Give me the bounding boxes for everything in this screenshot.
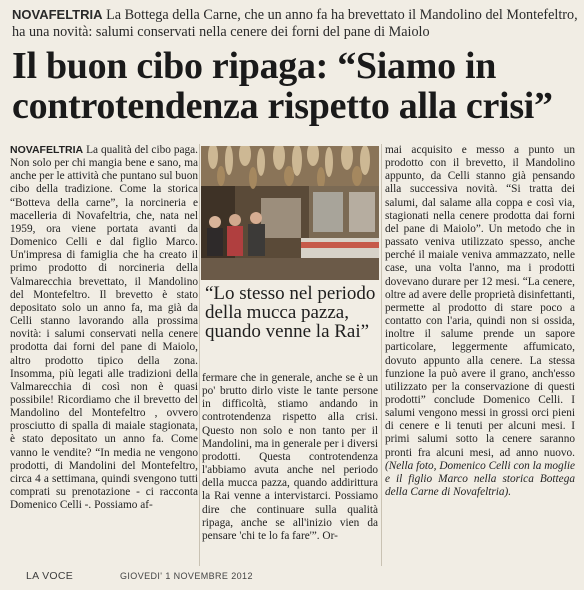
article-headline xyxy=(12,46,578,126)
column-1-location: NOVAFELTRIA xyxy=(10,144,84,156)
headline-line-1: Il buon cibo ripaga: “Siamo in xyxy=(12,45,497,87)
article-column-1 xyxy=(10,144,198,512)
article-column-3 xyxy=(385,144,575,499)
newspaper-name: LA VOCE xyxy=(26,570,74,582)
pull-quote: “Lo stesso nel periodo della mucca pazza, quando venne la Rai” xyxy=(205,283,376,342)
column-3-text: mai acquisito e messo a punto un prodotto con il brevetto, il Mandolino appunto, da Celli stanno già pensando alla successiva novità. “Si tratta dei salumi, dal salame alla coppa e così via, stagionati nella cenere prodotta dai forni del pane di Maiolo”. Un metodo che in passato veniva utilizzato spesso, anche perché il maiale veniva ammazzato, nelle case, una volta l'anno, ma i prodotti dovevano durare per 12 mesi. “La cenere, oltre ad avere delle proprietà disinfettanti, permette al prodotto di stare poco a contatto con l'aria, quindi non si ossida, inoltre il salume prende un sapore particolare, leggermente affumicato, dovuto appunto alla cenere. La stessa funzione la può avere il grano, anch'esso utilizzato per la conservazione di questi prodotti” conclude Domenico Celli. I salumi vengono messi in grossi orci pieni di cenere e li tenuti per alcuni mesi. I primi salumi sotto la cenere saranno pronti fra alcuni mesi, ad anno nuovo. xyxy=(385,144,575,459)
shop-interior-illustration xyxy=(201,146,379,280)
page-footer xyxy=(12,566,572,582)
column-1-text: La qualità del cibo paga. Non solo per chi mangia bene e sano, ma anche per le attività che puntano sul buon cibo della tradizione. Come la storica “Botteva della carne”, la norcineria e macelleria di Novafeltria, che, nata nel 1959, ora viene portata avanti da Domenico Celli e dal figlio Marco. Un'impresa di famiglia che ha creato il primo prodotto di norcineria della Valmarecchia brevettato, il Mandolino del Montefeltro. Il brevetto è stato depositato solo un anno fa, ma già da Celli stanno lavorando alla prossima novità: i salumi conservati nella cenere prodotta dai forni del pane di Maiolo, altro prodotto tipico della zona. Insomma, più legati alle tradizioni della Valmarecchia di così non è quasi possibile! Ricordiamo che il brevetto del Mandolino del Montefeltro , ovvero prosciutto di spalla di maiale stagionata, è stato depositato un anno fa. Come vanno le vendite? “In media ne vengono prodotti, di Mandolini del Montefeltro, circa 4 a settimana, quindi svengono tutti comprati su prenotazione - ci racconta Domenico Celli -. Possiamo af- xyxy=(10,144,198,512)
article-photo xyxy=(201,146,379,280)
column-divider-right xyxy=(381,144,382,566)
issue-date: GIOVEDI' 1 NOVEMBRE 2012 xyxy=(120,571,253,581)
article-kicker xyxy=(12,6,578,41)
kicker-location: NOVAFELTRIA xyxy=(12,7,103,22)
kicker-text: La Bottega della Carne, che un anno fa ha brevettato il Mandolino del Montefeltro, ha una novità: salumi conservati nella cenere dei forni del pane di Maiolo xyxy=(12,7,578,40)
headline-line-2: controtendenza rispetto alla crisi” xyxy=(12,85,553,127)
column-divider-left xyxy=(199,144,200,566)
photo-caption: (Nella foto, Domenico Celli con la moglie e il figlio Marco nella storica Bottega della Carne di Novafeltria). xyxy=(385,459,575,499)
article-column-2: fermare che in generale, anche se è un po' brutto dirlo viste le tante persone in difficoltà, stiamo andando in controtendenza rispetto alla crisi. Questo non solo e non tanto per il Mandolini, ma in generale per i diversi prodotti. Questa controtendenza l'abbiamo avuta anche nel periodo della mucca pazza, quando addirittura la Rai venne a intervistarci. Possiamo dire che continuare sulla qualità ripaga, anche se all'inizio vien da pensare 'chi te lo fa fare'”. Or- xyxy=(202,372,378,542)
